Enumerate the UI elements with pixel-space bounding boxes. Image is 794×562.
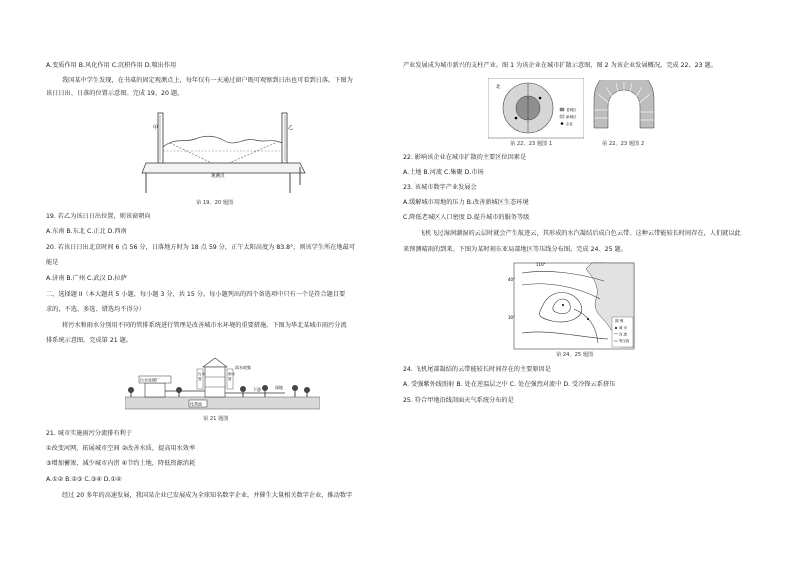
legend-new-city: 新城区 xyxy=(566,115,577,119)
legend-isobar: 等压线 xyxy=(619,339,630,343)
q22: 22. 影响该企业在城市扩散的主要区位因素是 xyxy=(403,154,527,161)
q21: 21. 城市实施雨污分流排有利于 xyxy=(46,430,133,437)
label-sewer: 污水 xyxy=(198,372,206,376)
intro-19-20-line1: 我国某中学生发现，在书桌的固定观测点上，每年仅有一天通过窗户既可观察到日出也可看到日落。下图为 xyxy=(62,77,353,84)
q23-options-line2: C.降低老城区人口密度 D.提升城市的服务等级 xyxy=(403,214,530,221)
label-jia: 甲 xyxy=(153,125,159,131)
q20-line2: 能是 xyxy=(46,259,59,266)
label-rain: 雨水 xyxy=(228,372,236,376)
longitude-110: 110° xyxy=(536,262,546,267)
label-septic: 化粪池 xyxy=(190,401,202,407)
section2-line1: 二、选择题 II（本大题共 5 小题，每小题 3 分，共 15 分。每小题列出的四个备选项中只有一个是符合题目要 xyxy=(46,291,346,298)
label-rain-pipe: 管 xyxy=(228,377,232,381)
legend-title: 图 例 xyxy=(615,319,624,323)
intro-21-line2: 排系统示意图。完成第 21 题。 xyxy=(46,337,133,344)
intro-24-25-line2: 来预测晴雨的到来。下图为某时刻东亚局部地区等压线分布图。完成 24、25 题。 xyxy=(403,246,627,253)
label-observation-point: 观测点 xyxy=(211,174,225,179)
label-sewer-pipe: 管 xyxy=(198,377,202,381)
intro-24-25-line1: 飞机飞过湿润潮湿的云层时就会产生航迹云，其形成的水汽凝结后成白色云带。这种云带能较长时间存在，人们就以此 xyxy=(419,230,741,237)
figure-22-23-2-caption: 第 22、23 题图 2 xyxy=(602,141,645,147)
figure-21 xyxy=(125,355,320,415)
figure-24-25-caption: 第 24、25 题图 xyxy=(556,352,594,358)
q25: 25. 符合甲地沿线剖面天气系统分布的是 xyxy=(403,397,514,404)
legend-river: 河 流 xyxy=(619,332,627,337)
section2-line2: 求的，不选、多选、错选均不得分） xyxy=(46,306,145,313)
q20-line1: 20. 若该日日出北京时间 6 点 56 分，日落地方时为 18 点 59 分，正午太阳高度为 83.8°，则该学生所在地最可 xyxy=(46,244,356,251)
intro-19-20-line2: 该日日出、日落的位置示意图。完成 19、20 题。 xyxy=(46,90,184,97)
q23-options-line1: A.缓解城市用地的压力 B.改善新城区生态环境 xyxy=(403,199,529,206)
q21-items-line1: ①改变河网，拓展城市空间 ②改善水质，提高用水效率 xyxy=(46,445,196,452)
latitude-40: 40° xyxy=(508,277,516,282)
label-rain-collection: 雨水收集 xyxy=(235,365,251,370)
label-downstream: 下游 xyxy=(253,387,261,392)
q23: 23. 该城市数字产业发展会 xyxy=(403,184,477,191)
intro-21-line1: 将污水和雨水分别用不同的管排系统进行管理是改善城市水环境的重要措施。下图为华北某城市雨污分流 xyxy=(62,322,347,329)
q22-options: A.土地 B.河流 C.集聚 D.市场 xyxy=(403,169,484,176)
q20-options: A.济南 B.广州 C.武汉 D.拉萨 xyxy=(46,275,127,282)
figure-19-20-caption: 第 19、20 题图 xyxy=(196,200,234,206)
figure-22-23-1-caption: 第 22、23 题图 1 xyxy=(510,141,553,147)
q18-options: A.变质作用 B.风化作用 C.沉积作用 D.喷出作用 xyxy=(46,62,177,69)
north-arrow-label: 北 xyxy=(496,85,501,90)
q24-options: A. 受强紫外线照射 B. 处在逆温层之中 C. 处在强烈对流中 D. 受冷锋云系挤压 xyxy=(403,381,616,388)
legend-old-city: 老城区 xyxy=(566,108,577,112)
latitude-30: 30° xyxy=(508,315,516,320)
label-green: 绿地 xyxy=(275,385,283,390)
q19: 19. 若乙为该日日出位置，则该窗朝向 xyxy=(46,213,151,220)
intro-22-23-cont: 产业发展成为城市新兴的支柱产业。图 1 为该企业在城市扩散示意图，图 2 为该企业发展概况。完成 22、23 题。 xyxy=(403,62,717,69)
figure-22-23-1 xyxy=(488,78,584,142)
legend-enterprise: 企业 xyxy=(566,122,573,126)
q21-items-line2: ③增加蓄渗，减少城市内涝 ④节约土地，降低资源消耗 xyxy=(46,460,196,467)
figure-22-23-2 xyxy=(588,80,660,140)
q19-options: A.东南 B.东北 C.正北 D.西南 xyxy=(46,228,127,235)
label-yi: 乙 xyxy=(288,125,294,131)
figure-19-20 xyxy=(140,107,310,197)
figure-24-25-map xyxy=(508,259,638,351)
figure-21-caption: 第 21 题图 xyxy=(203,416,229,422)
q21-options: A.①② B.②③ C.③④ D.①④ xyxy=(46,476,122,483)
q24: 24. 飞机尾部凝结的云带能较长时间存在的主要原因是 xyxy=(403,366,551,373)
legend-city: 城 市 xyxy=(619,326,627,330)
intro-22-23: 经过 20 多年的高速发展，我国某企业已发展成为全球知名数字企业，并催生大量相关数字企业，推动数字 xyxy=(62,492,353,499)
label-plant: 污水处理厂 xyxy=(140,377,160,383)
